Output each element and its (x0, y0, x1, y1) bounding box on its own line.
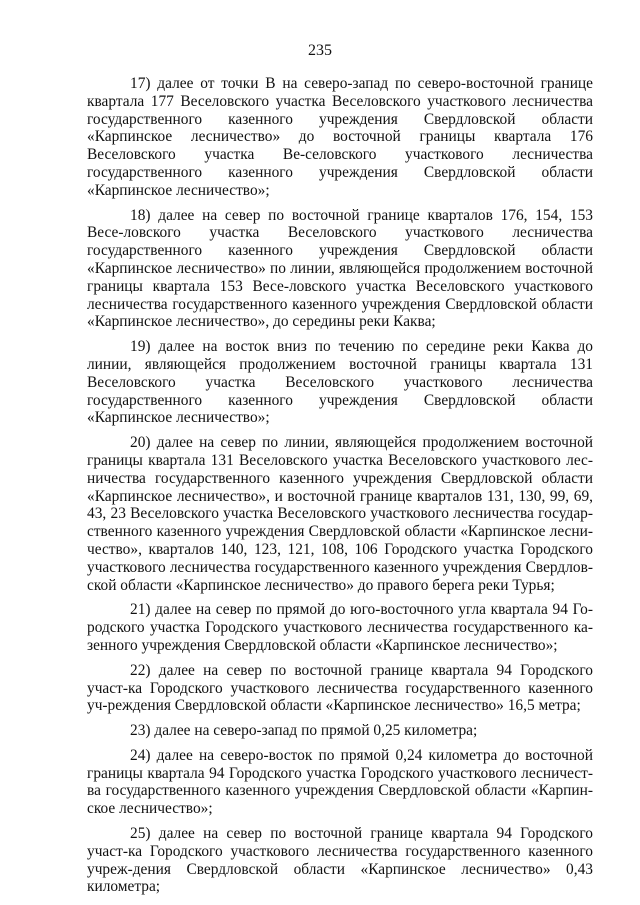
paragraph-21: 21) далее на север по прямой до юго-восточного угла квартала 94 Го-родского участка Городского участкового лесничества государственного ка-зенного учреждения Свердловской области «Карпинское лесничество»; (87, 601, 593, 654)
document-body (87, 75, 593, 903)
paragraph-22: 22) далее на север по восточной границе квартала 94 Городского участ-ка Городского участкового лесничества государственного казенного уч-реждения Свердловской области «Карпинское лесничество» 16,5 метра; (87, 661, 593, 715)
paragraph-18: 18) далее на север по восточной границе кварталов 176, 154, 153 Весе-ловского участка Веселовского участкового лесничества государственного казенного учреждения Свердловской области «Карпинское лесничество» по линии, являющейся продолжением восточной границы квартала 153 Весе-ловского участка Веселовского участкового лесничества государственного казенного учреждения Свердловской области «Карпинское лесничество», до середины реки Каква; (87, 206, 593, 331)
paragraph-24: 24) далее на северо-восток по прямой 0,24 километра до восточной границы квартала 94 Городского участка Городского участкового лесничест-ва государственного казенного учреждения Свердловской области «Карпин-ское лесничество»; (87, 746, 593, 818)
paragraph-20: 20) далее на север по линии, являющейся продолжением восточной границы квартала 131 Веселовского участка Веселовского участкового лес-ничества государственного казенного учреждения Свердловской области «Карпинское лесничество», и восточной границе кварталов 131, 130, 99, 69, 43, 23 Веселовского участка Веселовского участкового лесничества государ-ственного казенного учреждения Свердловской области «Карпинское лесни-чество», кварталов 140, 123, 121, 108, 106 Городского участка Городского участкового лесничества государственного казенного учреждения Свердлов-ской области «Карпинское лесничество» до правого берега реки Турья; (87, 434, 593, 594)
paragraph-17: 17) далее от точки В на северо-запад по северо-восточной границе квартала 177 Веселовского участка Веселовского участкового лесничества государственного казенного учреждения Свердловской области «Карпинское лесничество» до восточной границы квартала 176 Веселовского участка Ве-селовского участкового лесничества государственного казенного учреждения Свердловской области «Карпинское лесничество»; (87, 75, 593, 199)
paragraph-25: 25) далее на север по восточной границе квартала 94 Городского участ-ка Городского участкового лесничества государственного казенного учреж-дения Свердловской области «Карпинское лесничество» 0,43 километра; (87, 825, 593, 896)
paragraph-23: 23) далее на северо-запад по прямой 0,25 километра; (130, 722, 478, 740)
page-number: 235 (308, 42, 332, 59)
paragraph-19: 19) далее на восток вниз по течению по середине реки Каква до линии, являющейся продолжением восточной границы квартала 131 Веселовского участка Веселовского участкового лесничества государственного казенного учреждения Свердловской области «Карпинское лесничество»; (87, 338, 593, 427)
